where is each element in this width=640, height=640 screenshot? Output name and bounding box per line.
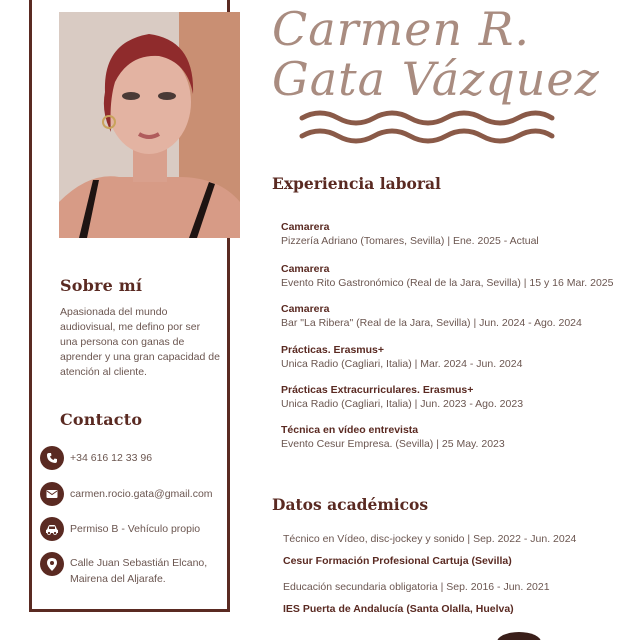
- experience-heading: Experiencia laboral: [272, 174, 441, 193]
- education-school: Cesur Formación Profesional Cartuja (Sevilla): [283, 555, 512, 567]
- job-detail: Unica Radio (Cagliari, Italia) | Mar. 2024 - Jun. 2024: [281, 358, 523, 370]
- about-text: Apasionada del mundo audiovisual, me defino por ser una persona con ganas de aprender y una gran capacidad de atención al cliente.: [60, 306, 220, 378]
- contact-license: [40, 516, 230, 542]
- decorative-corner-shape: [497, 632, 541, 640]
- contact-address: [40, 552, 230, 585]
- job-detail: Unica Radio (Cagliari, Italia) | Jun. 2023 - Ago. 2023: [281, 398, 524, 410]
- education-heading: Datos académicos: [272, 495, 429, 514]
- email-icon: [40, 482, 64, 506]
- name-line-2: Gata Vázquez: [272, 52, 600, 106]
- phone-icon: [40, 446, 64, 470]
- email-text: carmen.rocio.gata@gmail.com: [70, 488, 213, 500]
- job-item: [281, 383, 636, 411]
- job-detail: Evento Rito Gastronómico (Real de la Jara, Sevilla) | 15 y 16 Mar. 2025: [281, 277, 614, 289]
- job-title: Prácticas. Erasmus+: [281, 344, 385, 356]
- car-icon: [40, 517, 64, 541]
- education-school: IES Puerta de Andalucía (Santa Olalla, Huelva): [283, 603, 514, 615]
- job-detail: Pizzería Adriano (Tomares, Sevilla) | Ene. 2025 - Actual: [281, 235, 539, 247]
- contact-heading: Contacto: [60, 410, 143, 429]
- profile-photo: [59, 12, 240, 238]
- job-item: [281, 343, 636, 371]
- about-heading: Sobre mí: [60, 276, 143, 295]
- job-title: Camarera: [281, 263, 330, 275]
- location-icon: [40, 552, 64, 576]
- name-line-1: Carmen R.: [272, 2, 530, 56]
- job-title: Camarera: [281, 221, 330, 233]
- job-title: Camarera: [281, 303, 330, 315]
- contact-email[interactable]: [40, 481, 230, 507]
- contact-phone[interactable]: [40, 445, 230, 471]
- job-detail: Bar "La Ribera" (Real de la Jara, Sevilla) | Jun. 2024 - Ago. 2024: [281, 317, 582, 329]
- job-item: [281, 220, 636, 248]
- address-text: Calle Juan Sebastián Elcano, Mairena del Aljarafe.: [70, 557, 208, 585]
- job-item: [281, 262, 636, 290]
- job-title: Técnica en vídeo entrevista: [281, 424, 419, 436]
- education-detail: Técnico en Vídeo, disc-jockey y sonido | Sep. 2022 - Jun. 2024: [283, 533, 577, 545]
- job-detail: Evento Cesur Empresa. (Sevilla) | 25 May. 2023: [281, 438, 505, 450]
- decorative-waves: [298, 106, 558, 150]
- phone-text: +34 616 12 33 96: [70, 452, 153, 464]
- education-item: [283, 580, 633, 616]
- job-item: [281, 423, 636, 451]
- job-title: Prácticas Extracurriculares. Erasmus+: [281, 384, 474, 396]
- job-item: [281, 302, 636, 330]
- license-text: Permiso B - Vehículo propio: [70, 523, 201, 535]
- education-item: [283, 532, 633, 568]
- education-detail: Educación secundaria obligatoria | Sep. 2016 - Jun. 2021: [283, 581, 550, 593]
